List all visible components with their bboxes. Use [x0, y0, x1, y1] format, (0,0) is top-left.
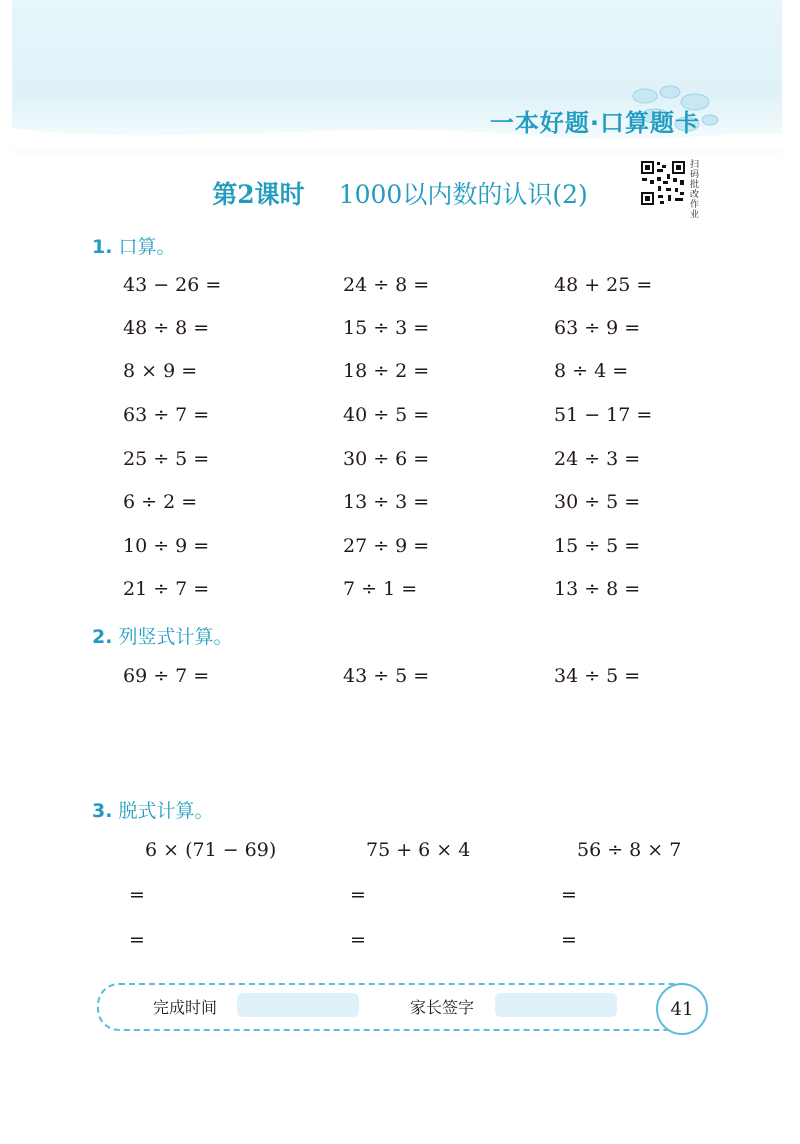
qr-label: 扫码批改作业	[690, 160, 700, 220]
oral-problem: 48 ÷ 8 =	[123, 317, 210, 339]
parent-signature-field[interactable]	[495, 993, 617, 1017]
answer-equals: =	[350, 884, 366, 906]
oral-problem: 13 ÷ 3 =	[343, 491, 430, 513]
vertical-calc-problem: 34 ÷ 5 =	[554, 665, 641, 687]
oral-problem: 43 − 26 =	[123, 274, 222, 296]
section-3-heading: 3. 脱式计算。	[92, 800, 214, 822]
oral-problem: 40 ÷ 5 =	[343, 404, 430, 426]
oral-problem: 25 ÷ 5 =	[123, 448, 210, 470]
brand-title: 一本好题·口算题卡	[489, 109, 700, 137]
parent-signature-label: 家长签字	[410, 998, 475, 1017]
answer-equals: =	[350, 929, 366, 951]
completion-time-label: 完成时间	[153, 998, 218, 1017]
answer-equals: =	[129, 929, 145, 951]
oral-problem: 13 ÷ 8 =	[554, 578, 641, 600]
qr-code-icon[interactable]	[640, 160, 686, 206]
oral-problem: 10 ÷ 9 =	[123, 535, 210, 557]
oral-problem: 51 − 17 =	[554, 404, 653, 426]
oral-problem: 7 ÷ 1 =	[343, 578, 418, 600]
section-1-heading: 1. 口算。	[92, 236, 176, 258]
step-calc-problem: 75 + 6 × 4	[366, 839, 471, 861]
page-number: 41	[656, 983, 708, 1035]
oral-problem: 24 ÷ 3 =	[554, 448, 641, 470]
oral-problem: 24 ÷ 8 =	[343, 274, 430, 296]
section-2-heading: 2. 列竖式计算。	[92, 626, 233, 648]
oral-problem: 63 ÷ 7 =	[123, 404, 210, 426]
oral-problem: 63 ÷ 9 =	[554, 317, 641, 339]
oral-problem: 21 ÷ 7 =	[123, 578, 210, 600]
vertical-calc-problem: 43 ÷ 5 =	[343, 665, 430, 687]
answer-equals: =	[129, 884, 145, 906]
vertical-calc-problem: 69 ÷ 7 =	[123, 665, 210, 687]
completion-time-field[interactable]	[237, 993, 359, 1017]
oral-problem: 8 ÷ 4 =	[554, 360, 629, 382]
oral-problem: 15 ÷ 3 =	[343, 317, 430, 339]
oral-problem: 15 ÷ 5 =	[554, 535, 641, 557]
oral-problem: 18 ÷ 2 =	[343, 360, 430, 382]
answer-equals: =	[561, 929, 577, 951]
answer-equals: =	[561, 884, 577, 906]
lesson-title: 第2课时 1000以内数的认识(2)	[212, 180, 588, 209]
oral-problem: 48 + 25 =	[554, 274, 653, 296]
oral-problem: 30 ÷ 6 =	[343, 448, 430, 470]
oral-problem: 6 ÷ 2 =	[123, 491, 198, 513]
step-calc-problem: 56 ÷ 8 × 7	[577, 839, 682, 861]
step-calc-problem: 6 × (71 − 69)	[145, 839, 277, 861]
oral-problem: 27 ÷ 9 =	[343, 535, 430, 557]
oral-problem: 8 × 9 =	[123, 360, 198, 382]
oral-problem: 30 ÷ 5 =	[554, 491, 641, 513]
